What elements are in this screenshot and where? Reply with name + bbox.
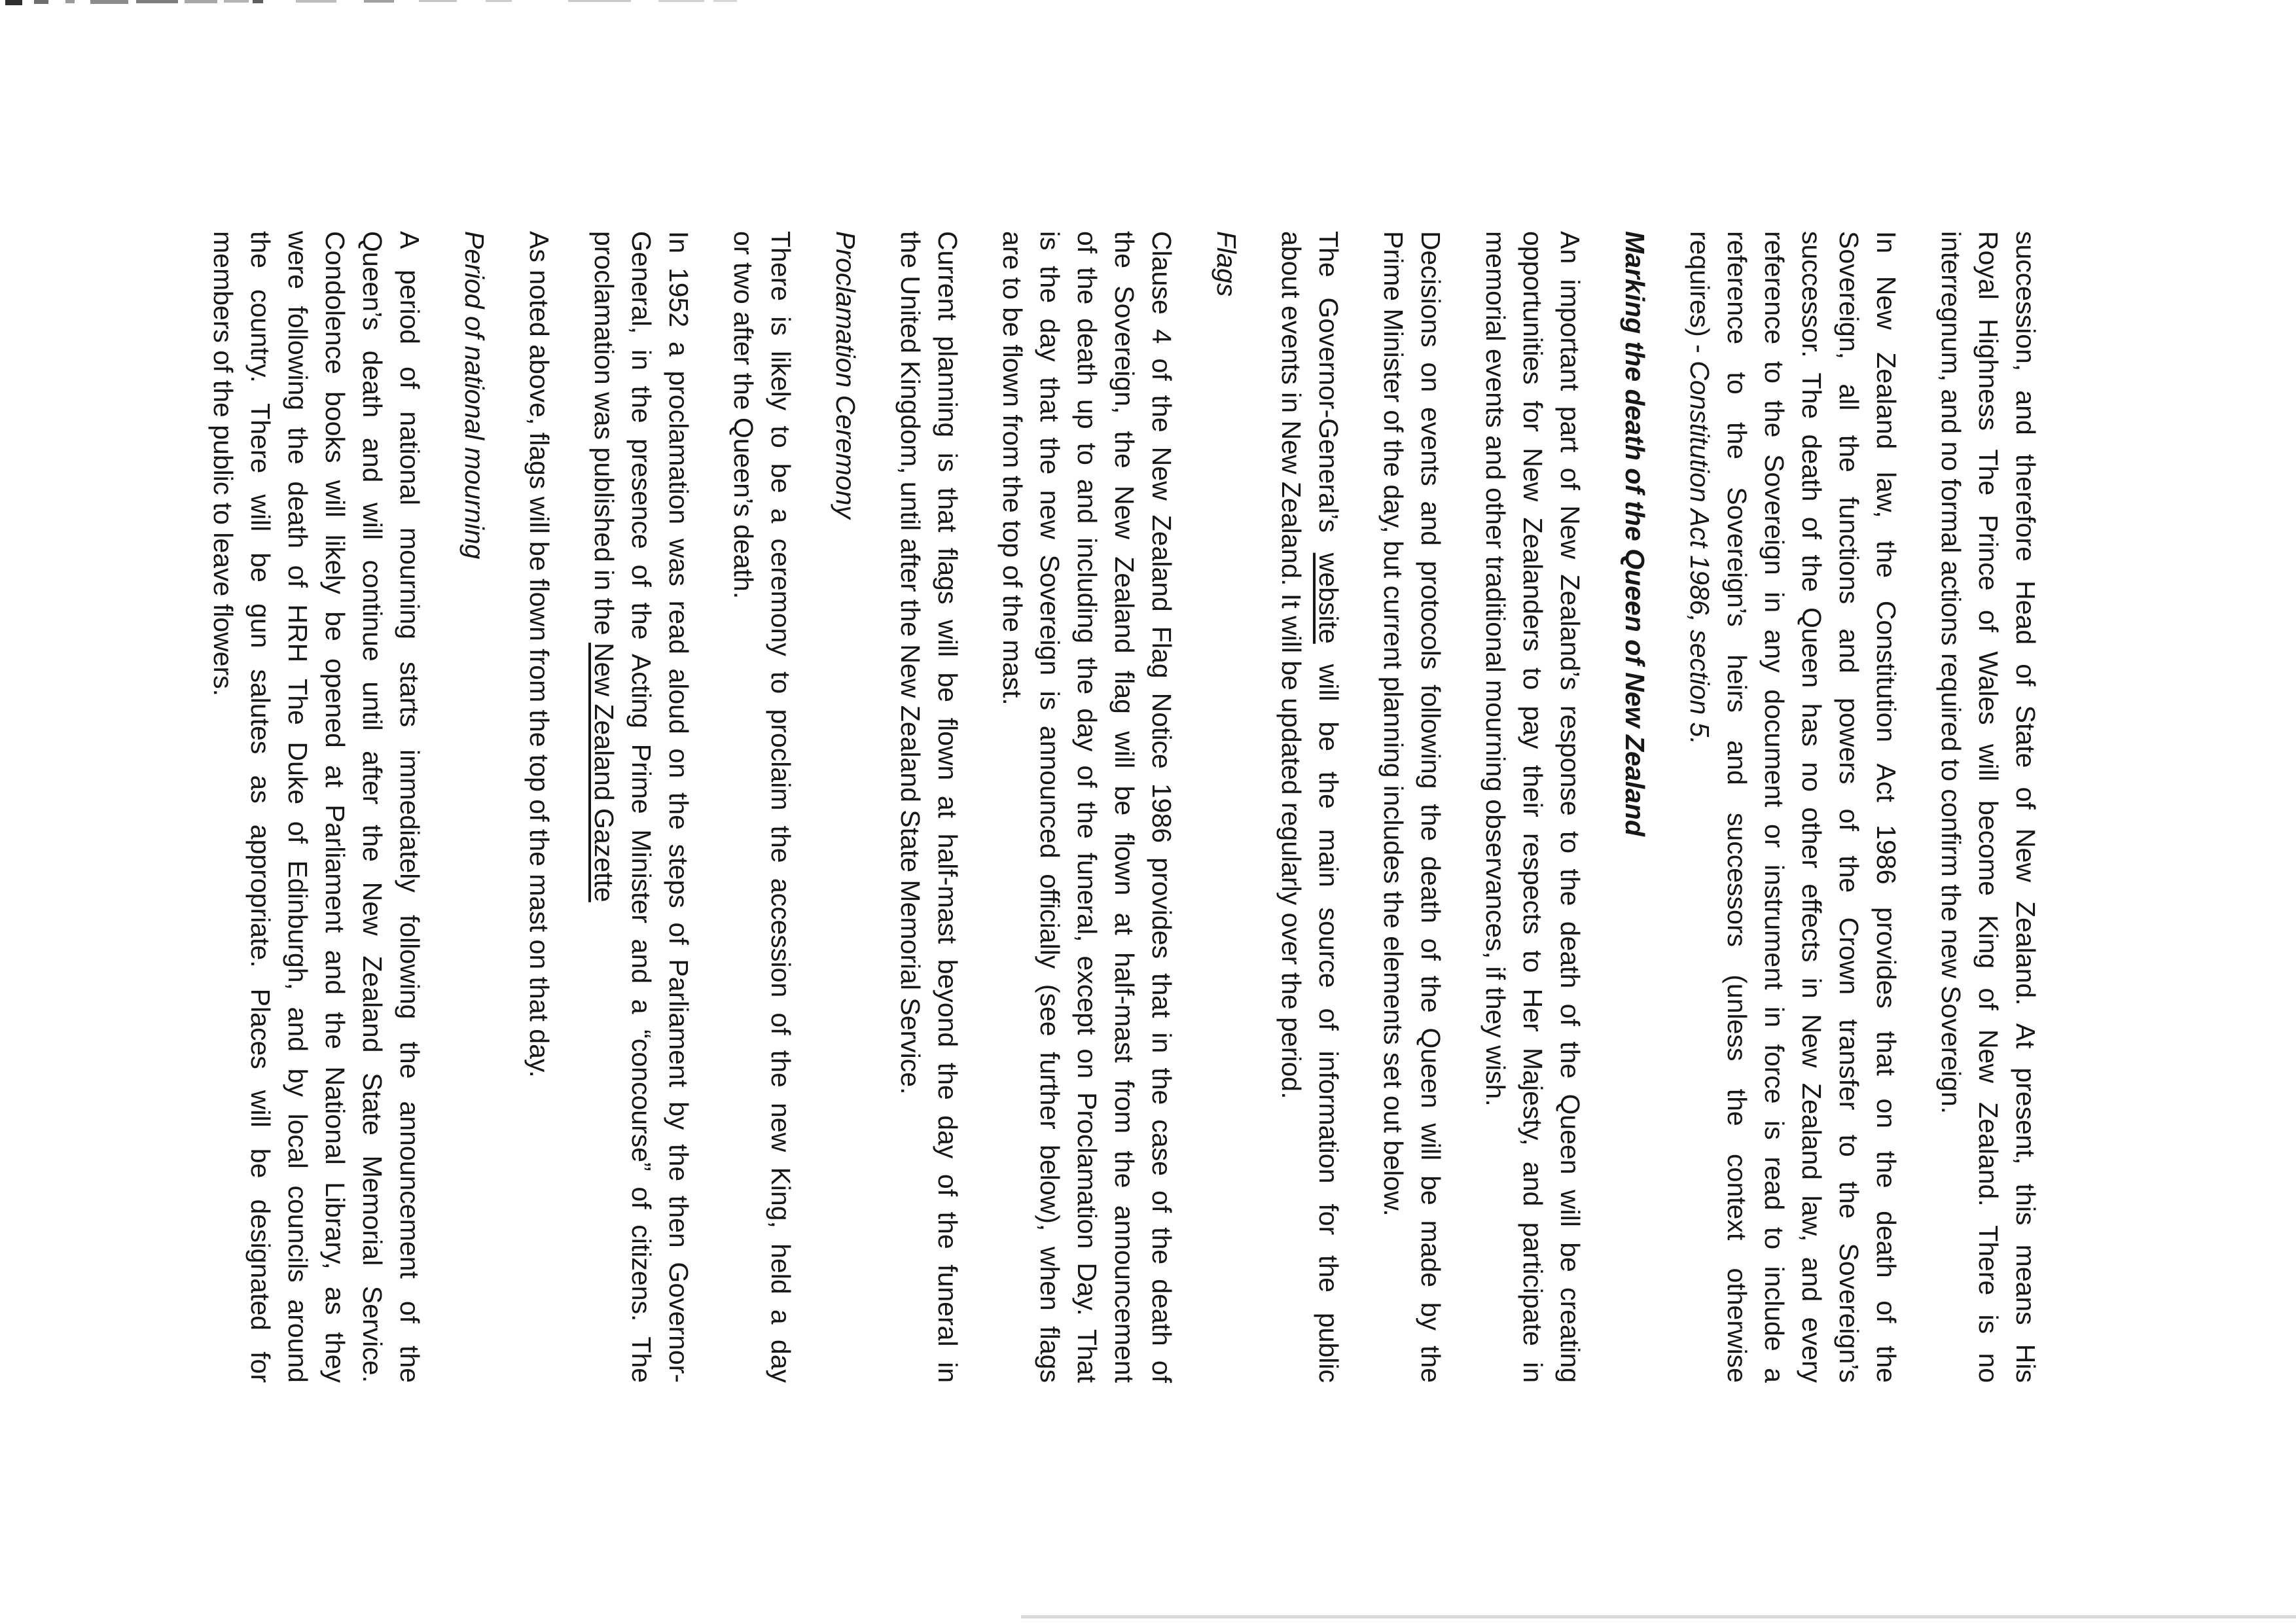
text-run: In New Zealand law, the Constitution Act 1986 provides that on the death of the xyxy=(1871,231,1901,1383)
scan-edge-dash xyxy=(136,0,178,3)
text-line xyxy=(1105,231,1143,1383)
text-line xyxy=(622,231,660,1383)
text-line xyxy=(660,231,697,1383)
text-line xyxy=(1514,231,1551,1383)
text-run: were following the death of HRH The Duke of Edinburgh, and by local councils around xyxy=(283,231,313,1383)
text-run: the United Kingdom, until after the New Zealand State Memorial Service. xyxy=(895,231,925,1095)
text-run: or two after the Queen’s death. xyxy=(728,231,759,599)
scan-edge-dash xyxy=(419,0,457,2)
text-run: A period of national mourning starts immediately following the announcement of the xyxy=(395,231,425,1383)
text-line xyxy=(1272,231,1310,1383)
text-run: are to be flown from the top of the mast. xyxy=(997,231,1028,705)
para-decisions xyxy=(1374,231,1449,1383)
text-run: In 1952 a proclamation was read aloud on the steps of Parliament by the then Governor- xyxy=(664,231,694,1383)
heading-flags: Flags xyxy=(1211,231,1242,297)
text-line xyxy=(279,231,316,1383)
para-succession xyxy=(1932,231,2044,1383)
para-current-planning xyxy=(891,231,966,1383)
text-line xyxy=(391,231,428,1383)
text-line xyxy=(725,231,762,1383)
scan-edge-dash xyxy=(253,0,263,3)
text-line xyxy=(2007,231,2044,1383)
para-important-part xyxy=(1477,231,1588,1383)
heading-marking-the-death: Marking the death of the Queen of New Zealand xyxy=(1620,231,1650,836)
para-flag-notice xyxy=(994,231,1180,1383)
scan-edge-dash xyxy=(224,0,249,3)
text-line xyxy=(762,231,799,1383)
text-line xyxy=(1143,231,1180,1383)
text-run: General, in the presence of the Acting Prime Minister and a “concourse” of citizens. The xyxy=(626,231,656,1383)
document-page xyxy=(159,231,2044,1383)
scan-edge-dash xyxy=(713,0,737,2)
text-line xyxy=(1793,231,1830,1383)
text-run: succession, and therefore Head of State of New Zealand. At present, this means His xyxy=(2011,231,2041,1383)
para-mourning-period xyxy=(204,231,428,1383)
para-1952-proclamation xyxy=(585,231,697,1383)
text-run: reference to the Sovereign’s heirs and successors (unless the context otherwise xyxy=(1722,231,1752,1383)
text-line xyxy=(1374,231,1412,1383)
scan-edge-dash xyxy=(185,0,217,3)
scan-edge-dash xyxy=(568,0,631,2)
text-run: requires) - xyxy=(1685,231,1715,361)
scan-edge-dash xyxy=(5,0,22,5)
text-run: memorial events and other traditional mourning observances, if they wish. xyxy=(1480,231,1511,1107)
text-line xyxy=(1830,231,1867,1383)
text-line xyxy=(585,231,622,1383)
scan-edge-dash xyxy=(364,0,394,3)
text-run: There is likely to be a ceremony to proclaim the accession of the new King, held a day xyxy=(766,231,796,1383)
text-line xyxy=(1068,231,1105,1383)
text-run: Decisions on events and protocols following the death of the Queen will be made by the xyxy=(1416,231,1446,1383)
text-line xyxy=(1867,231,1905,1383)
text-run: Prime Minister of the day, but current planning includes the elements set out below. xyxy=(1378,231,1408,1217)
text-run: The Governor-General’s xyxy=(1314,231,1344,553)
text-run: successor. The death of the Queen has no other effects in New Zealand law, and every xyxy=(1797,231,1827,1383)
text-line xyxy=(929,231,966,1383)
heading-proclamation-ceremony: Proclamation Ceremony xyxy=(831,231,861,519)
text-line xyxy=(520,231,558,1383)
text-line xyxy=(1477,231,1514,1383)
paper-edge-line xyxy=(1021,1615,2296,1618)
scan-edge-dash xyxy=(65,0,75,3)
text-line xyxy=(1412,231,1449,1383)
text-run: of the death up to and including the day of the funeral, except on Proclamation Day. That xyxy=(1072,231,1102,1383)
scan-edge-dash xyxy=(90,0,128,4)
text-line xyxy=(1310,231,1347,1383)
underlined-gazette: New Zealand Gazette xyxy=(589,643,619,902)
text-line xyxy=(891,231,929,1383)
text-run: Clause 4 of the New Zealand Flag Notice 1986 provides that in the case of the death of xyxy=(1147,231,1177,1383)
text-line xyxy=(242,231,279,1383)
text-run: Queen’s death and will continue until after the New Zealand State Memorial Service. xyxy=(357,231,387,1383)
text-line xyxy=(1551,231,1588,1383)
scan-edge-dash xyxy=(34,0,48,4)
para-constitution-act xyxy=(1681,231,1905,1383)
text-line xyxy=(1681,231,1718,1383)
text-run: members of the public to leave flowers. xyxy=(208,231,238,696)
text-run: Constitution Act 1986, section 5. xyxy=(1685,361,1715,745)
text-line xyxy=(353,231,391,1383)
text-run: about events in New Zealand. It will be updated regularly over the period. xyxy=(1276,231,1306,1099)
text-run: Royal Highness The Prince of Wales will become King of New Zealand. There is no xyxy=(1973,231,2003,1383)
para-governor-general-website xyxy=(1272,231,1347,1383)
text-run: proclamation was published in the xyxy=(589,231,619,643)
para-as-noted xyxy=(520,231,558,1383)
text-run: An important part of New Zealand’s response to the death of the Queen will be creating xyxy=(1555,231,1585,1383)
text-run: opportunities for New Zealanders to pay their respects to Her Majesty, and participate in xyxy=(1518,231,1548,1383)
text-line xyxy=(994,231,1031,1383)
text-run: the Sovereign, the New Zealand flag will be flown at half-mast from the announcement xyxy=(1109,231,1139,1383)
scan-edge-dash xyxy=(296,0,336,3)
text-run: As noted above, flags will be flown from the top of the mast on that day. xyxy=(524,231,554,1078)
text-line xyxy=(1755,231,1793,1383)
text-line xyxy=(204,231,242,1383)
text-line xyxy=(316,231,353,1383)
text-run: is the day that the new Sovereign is announced officially (see further below), when flags xyxy=(1035,231,1065,1383)
text-line xyxy=(1932,231,1969,1383)
scan-edge-dash xyxy=(658,0,704,2)
text-run: Condolence books will likely be opened at Parliament and the National Library, as they xyxy=(320,231,350,1383)
text-run: will be the main source of information for the public xyxy=(1314,643,1344,1383)
text-line xyxy=(1969,231,2007,1383)
para-ceremony xyxy=(725,231,799,1383)
text-line xyxy=(1718,231,1755,1383)
heading-national-mourning: Period of national mourning xyxy=(459,231,490,560)
text-run: Current planning is that flags will be flown at half-mast beyond the day of the funeral in xyxy=(933,231,963,1383)
scan-edge-dash xyxy=(486,0,512,2)
text-run: interregnum, and no formal actions required to confirm the new Sovereign. xyxy=(1936,231,1966,1115)
text-run: the country. There will be gun salutes as appropriate. Places will be designated for xyxy=(245,231,276,1383)
text-run: Sovereign, all the functions and powers of the Crown transfer to the Sovereign’s xyxy=(1834,231,1864,1383)
text-run: reference to the Sovereign in any document or instrument in force is read to include a xyxy=(1759,231,1789,1383)
underlined-website: website xyxy=(1314,552,1344,644)
text-line xyxy=(1031,231,1068,1383)
